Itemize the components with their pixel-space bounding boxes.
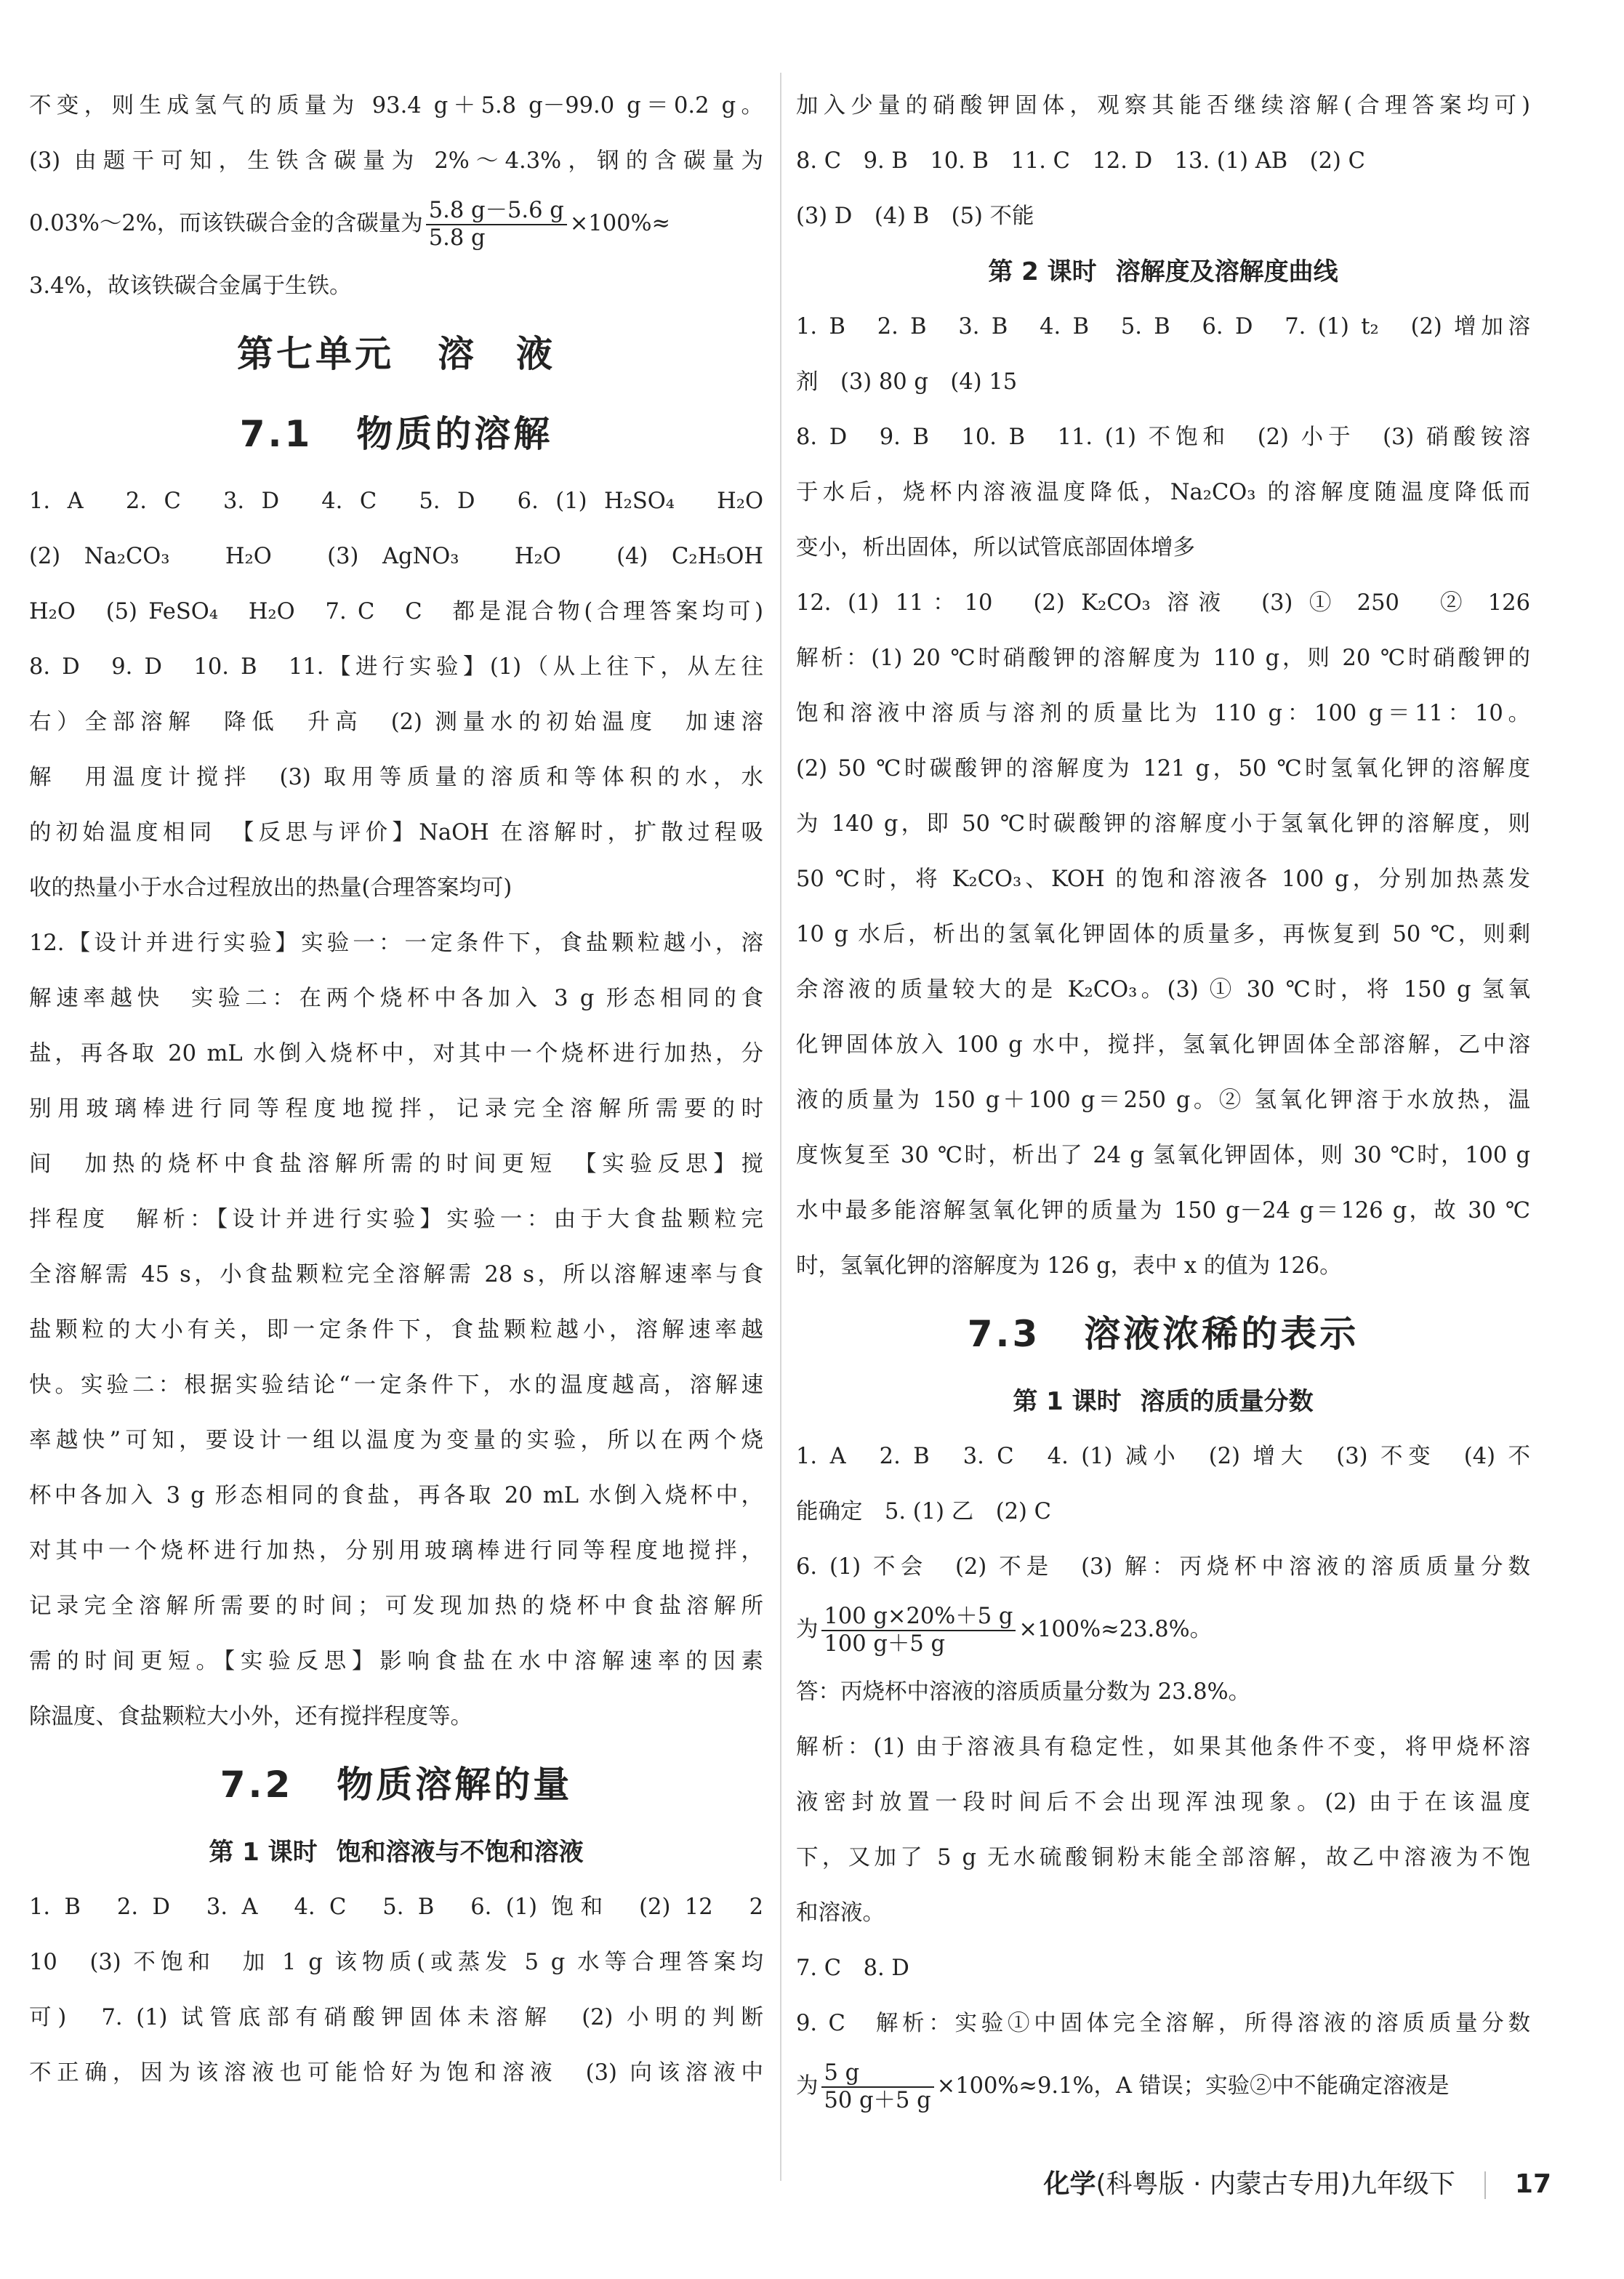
page-number: 17 [1514,2169,1551,2199]
lesson-number: 第 1 课时 [1013,1387,1122,1416]
unit-heading [29,314,763,394]
answer-line: 能确定 5. (1) 乙 (2) C [796,1499,1051,1524]
answer-line: 12. (1) 11：10 (2) K₂CO₃ 溶液 (3) ① 250 ② 126 [796,590,1530,616]
section-title: 溶液浓稀的表示 [1084,1313,1359,1355]
text-line: 3.4%，故该铁碳合金属于生铁。 [29,273,352,299]
unit-title: 溶 液 [438,333,555,375]
formula-text: ×100%≈ [569,211,671,236]
answer-line: 1. A 2. C 3. D 4. C 5. D 6. (1) H₂SO₄ H₂O [29,489,763,514]
answer-line: 对其中一个烧杯进行加热，分别用玻璃棒进行同等程度地搅拌， [29,1538,763,1564]
answer-line: 别用玻璃棒进行同等程度地搅拌，记录完全溶解所需要的时 [29,1096,763,1122]
page-footer [1043,2163,1551,2206]
answer-line: 下，又加了 5 g 无水硫酸铜粉末能全部溶解，故乙中溶液为不饱 [796,1845,1530,1870]
lesson-number: 第 2 课时 [988,257,1097,286]
lesson-number: 第 1 课时 [209,1838,318,1867]
answer-line: 9. C 解析：实验①中固体完全溶解，所得溶液的溶质质量分数 [796,2011,1530,2036]
text-line: 不变，则生成氢气的质量为 93.4 g＋5.8 g－99.0 g＝0.2 g。 [29,93,763,118]
lesson-title: 溶质的质量分数 [1140,1387,1314,1416]
answer-line: (2) Na₂CO₃ H₂O (3) AgNO₃ H₂O (4) C₂H₅OH [29,544,763,569]
section-number: 7.3 [967,1313,1041,1355]
answer-line: (2) 50 ℃时碳酸钾的溶解度为 121 g，50 ℃时氢氧化钾的溶解度 [796,756,1530,781]
answer-line: 6. (1) 不会 (2) 不是 (3) 解：丙烧杯中溶液的溶质质量分数 [796,1554,1530,1580]
answer-line: 8. C 9. B 10. B 11. C 12. D 13. (1) AB (2) C [796,148,1365,174]
answer-line: 快。实验二：根据实验结论“一定条件下，水的温度越高，溶解速 [29,1372,763,1398]
answer-line: 解速率越快 实验二：在两个烧杯中各加入 3 g 形态相同的食 [29,986,763,1011]
footer-subject: 化学 [1043,2169,1096,2199]
answer-line: 除温度、食盐颗粒大小外，还有搅拌程度等。 [29,1704,473,1729]
answer-line: (3) D (4) B (5) 不能 [796,204,1034,229]
answer-line: 1. B 2. B 3. B 4. B 5. B 6. D 7. (1) t₂ (2) 增加溶 [796,314,1530,339]
answer-line: 记录完全溶解所需要的时间；可发现加热的烧杯中食盐溶解所 [29,1593,763,1619]
answer-line: 饱和溶液中溶质与溶剂的质量比为 110 g：100 g＝11：10。 [796,701,1530,726]
answers-lesson-2 [796,300,1530,1294]
formula-text: ×100%≈9.1%，A 错误；实验②中不能确定溶液是 [936,2073,1450,2099]
answers-7-1 [29,474,763,1745]
answer-line: 50 ℃时，将 K₂CO₃、KOH 的饱和溶液各 100 g，分别加热蒸发 [796,867,1530,892]
answer-line: 不正确，因为该溶液也可能恰好为饱和溶液 (3) 向该溶液中 [29,2060,763,2086]
answer-line: 和溶液。 [796,1900,885,1926]
answer-line: 为 140 g，即 50 ℃时碳酸钾的溶解度小于氢氧化钾的溶解度，则 [796,811,1530,837]
fraction-numerator: 100 g×20%＋5 g [821,1604,1016,1631]
left-column [29,79,763,2101]
fraction [821,2060,934,2114]
answer-line: 右）全部溶解 降低 升高 (2) 测量水的初始温度 加速溶 [29,710,763,735]
footer-edition: (科粤版 · 内蒙古专用)九年级下 [1096,2169,1455,2199]
answer-line: 解析：(1) 由于溶液具有稳定性，如果其他条件不变，将甲烧杯溶 [796,1735,1530,1760]
fraction [426,198,567,252]
fraction-denominator: 5.8 g [428,225,486,251]
section-heading-7-2 [29,1745,763,1825]
answer-line: 液密封放置一段时间后不会出现浑浊现象。(2) 由于在该温度 [796,1790,1530,1815]
answer-line: 12.【设计并进行实验】实验一：一定条件下，食盐颗粒越小，溶 [29,931,763,956]
answer-line: 率越快”可知，要设计一组以温度为变量的实验，所以在两个烧 [29,1428,763,1453]
answer-line: 剂 (3) 80 g (4) 15 [796,369,1018,395]
answer-line: 收的热量小于水合过程放出的热量(合理答案均可) [29,875,512,901]
answer-line: H₂O (5) FeSO₄ H₂O 7. C C 都是混合物(合理答案均可) [29,599,763,624]
answer-line: 解 用温度计搅拌 (3) 取用等质量的溶质和等体积的水，水 [29,765,763,790]
section-title: 物质溶解的量 [337,1764,573,1806]
section-number: 7.1 [239,413,313,455]
fraction-denominator: 50 g＋5 g [824,2088,931,2113]
answer-line: 时，氢氧化钾的溶解度为 126 g，表中 x 的值为 126。 [796,1253,1342,1279]
answer-line: 液的质量为 150 g＋100 g＝250 g。② 氢氧化钾溶于水放热，温 [796,1088,1530,1113]
fraction [821,1604,1016,1657]
answer-line: 全溶解需 45 s，小食盐颗粒完全溶解需 28 s，所以溶解速率与食 [29,1262,763,1287]
lesson-title: 溶解度及溶解度曲线 [1115,257,1338,286]
fraction-denominator: 100 g＋5 g [824,1631,946,1657]
section-number: 7.2 [220,1764,294,1806]
answer-line: 盐，再各取 20 mL 水倒入烧杯中，对其中一个烧杯进行加热，分 [29,1041,763,1066]
formula-line [796,1595,1530,1665]
answer-line: 解析：(1) 20 ℃时硝酸钾的溶解度为 110 g，则 20 ℃时硝酸钾的 [796,646,1530,671]
answer-line: 的初始温度相同 【反思与评价】NaOH 在溶解时，扩散过程吸 [29,820,763,845]
answer-line: 1. A 2. B 3. C 4. (1) 减小 (2) 增大 (3) 不变 (4) 不 [796,1444,1530,1469]
footer-separator [1484,2171,1486,2199]
right-column [796,79,1530,2121]
answer-line: 于水后，烧杯内溶液温度降低，Na₂CO₃ 的溶解度随温度降低而 [796,480,1530,505]
formula-line [29,189,763,259]
lesson-title: 饱和溶液与不饱和溶液 [336,1838,584,1867]
answer-line: 8. D 9. B 10. B 11. (1) 不饱和 (2) 小于 (3) 硝酸铵溶 [796,425,1530,450]
section-heading-7-3 [796,1294,1530,1374]
unit-number: 第七单元 [237,333,394,375]
answer-line: 度恢复至 30 ℃时，析出了 24 g 氢氧化钾固体，则 30 ℃时，100 g [796,1143,1530,1168]
formula-line [796,2051,1530,2121]
section-title: 物质的溶解 [356,413,553,455]
formula-text: 为 [796,1617,819,1642]
answer-line: 拌程度 解析：【设计并进行实验】实验一：由于大食盐颗粒完 [29,1207,763,1232]
answer-line: 水中最多能溶解氢氧化钾的质量为 150 g－24 g＝126 g，故 30 ℃ [796,1198,1530,1223]
answers-7-2 [29,1880,763,2101]
lesson-heading [796,1374,1530,1429]
formula-text: 0.03%～2%，而该铁碳合金的含碳量为 [29,211,423,236]
answer-line: 1. B 2. D 3. A 4. C 5. B 6. (1) 饱和 (2) 12 2 [29,1894,763,1920]
answer-line: 化钾固体放入 100 g 水中，搅拌，氢氧化钾固体全部溶解，乙中溶 [796,1032,1530,1058]
text-line: (3) 由题干可知，生铁含碳量为 2%～4.3%，钢的含碳量为 [29,148,763,174]
lesson-heading [29,1825,763,1880]
lesson-heading [796,244,1530,300]
formula-text: 为 [796,2073,819,2099]
answer-line: 杯中各加入 3 g 形态相同的食盐，再各取 20 mL 水倒入烧杯中， [29,1483,763,1508]
answer-line: 7. C 8. D [796,1956,909,1981]
formula-text: ×100%≈23.8%。 [1018,1617,1213,1642]
answers-7-3 [796,1429,1530,2121]
answer-line: 答：丙烧杯中溶液的溶质质量分数为 23.8%。 [796,1679,1251,1705]
answer-line: 加入少量的硝酸钾固体，观察其能否继续溶解(合理答案均可) [796,93,1530,118]
answer-line: 10 g 水后，析出的氢氧化钾固体的质量多，再恢复到 50 ℃，则剩 [796,922,1530,947]
answer-line: 10 (3) 不饱和 加 1 g 该物质(或蒸发 5 g 水等合理答案均 [29,1950,763,1975]
column-divider [780,73,781,2181]
answer-line: 间 加热的烧杯中食盐溶解所需的时间更短 【实验反思】搅 [29,1151,763,1177]
answer-line: 可) 7. (1) 试管底部有硝酸钾固体未溶解 (2) 小明的判断 [29,2005,763,2030]
section-heading-7-1 [29,394,763,474]
answer-line: 变小，析出固体，所以试管底部固体增多 [796,535,1195,560]
answer-line: 余溶液的质量较大的是 K₂CO₃。(3) ① 30 ℃时，将 150 g 氢氧 [796,977,1530,1002]
answer-line: 需的时间更短。【实验反思】影响食盐在水中溶解速率的因素 [29,1649,763,1674]
fraction-numerator: 5 g [821,2060,934,2088]
answer-line: 盐颗粒的大小有关，即一定条件下，食盐颗粒越小，溶解速率越 [29,1317,763,1343]
fraction-numerator: 5.8 g－5.6 g [426,198,567,225]
answer-line: 8. D 9. D 10. B 11.【进行实验】(1)（从上往下，从左往 [29,654,763,680]
